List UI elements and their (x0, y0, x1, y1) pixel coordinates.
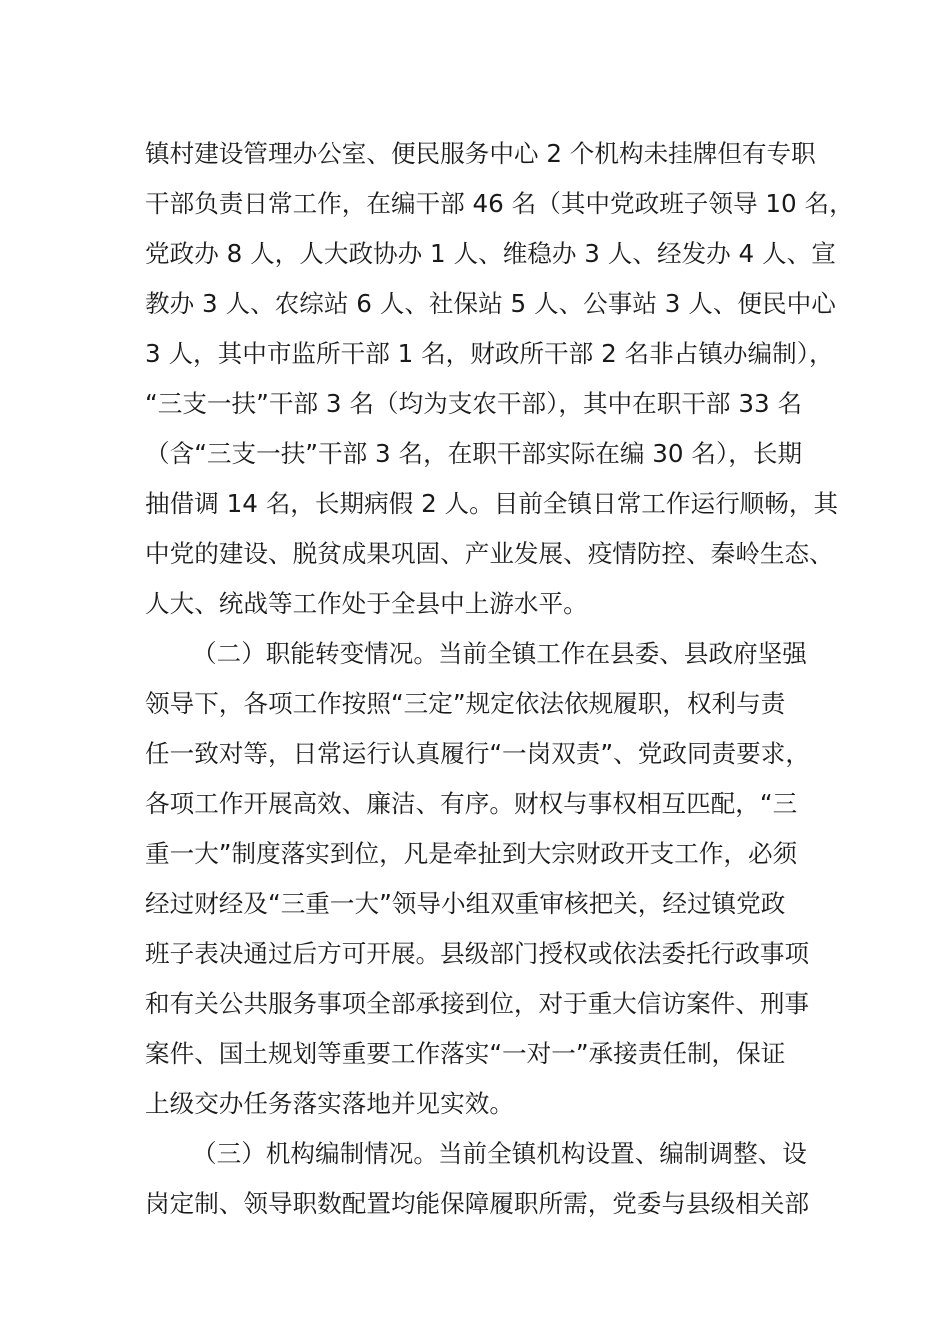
text-line: 和有关公共服务事项全部承接到位，对于重大信访案件、刑事 (145, 989, 810, 1018)
text-line: “三支一扶”干部 3 名（均为支农干部），其中在职干部 33 名 (145, 389, 803, 418)
text-line: 党政办 8 人，人大政协办 1 人、维稳办 3 人、经发办 4 人、宣 (145, 239, 836, 268)
text-line: 镇村建设管理办公室、便民服务中心 2 个机构未挂牌但有专职 (145, 139, 816, 168)
text-line: 抽借调 14 名，长期病假 2 人。目前全镇日常工作运行顺畅，其 (145, 489, 839, 518)
text-line: （含“三支一扶”干部 3 名，在职干部实际在编 30 名），长期 (145, 439, 803, 468)
text-line: 干部负责日常工作，在编干部 46 名（其中党政班子领导 10 名， (145, 189, 854, 218)
section-heading-3: （三）机构编制情况。当前全镇机构设置、编制调整、设 (192, 1139, 807, 1168)
text-line: 领导下，各项工作按照“三定”规定依法依规履职，权利与责 (145, 689, 786, 718)
text-line: 重一大”制度落实到位，凡是牵扯到大宗财政开支工作，必须 (145, 839, 798, 868)
text-line: 中党的建设、脱贫成果巩固、产业发展、疫情防控、秦岭生态、 (145, 539, 834, 568)
text-line: 岗定制、领导职数配置均能保障履职所需，党委与县级相关部 (145, 1189, 810, 1218)
text-line: 各项工作开展高效、廉洁、有序。财权与事权相互匹配，“三 (145, 789, 798, 818)
text-line: 案件、国土规划等重要工作落实“一对一”承接责任制，保证 (145, 1039, 786, 1068)
text-line: 班子表决通过后方可开展。县级部门授权或依法委托行政事项 (145, 939, 810, 968)
text-line: 任一致对等，日常运行认真履行“一岗双责”、党政同责要求， (145, 739, 810, 768)
section-heading-2: （二）职能转变情况。当前全镇工作在县委、县政府坚强 (192, 639, 807, 668)
text-line: 经过财经及“三重一大”领导小组双重审核把关，经过镇党政 (145, 889, 786, 918)
text-line: 教办 3 人、农综站 6 人、社保站 5 人、公事站 3 人、便民中心 (145, 289, 836, 318)
text-line: 人大、统战等工作处于全县中上游水平。 (145, 589, 588, 618)
text-line: 3 人，其中市监所干部 1 名，财政所干部 2 名非占镇办编制）， (145, 339, 834, 368)
text-line: 上级交办任务落实落地并见实效。 (145, 1089, 514, 1118)
